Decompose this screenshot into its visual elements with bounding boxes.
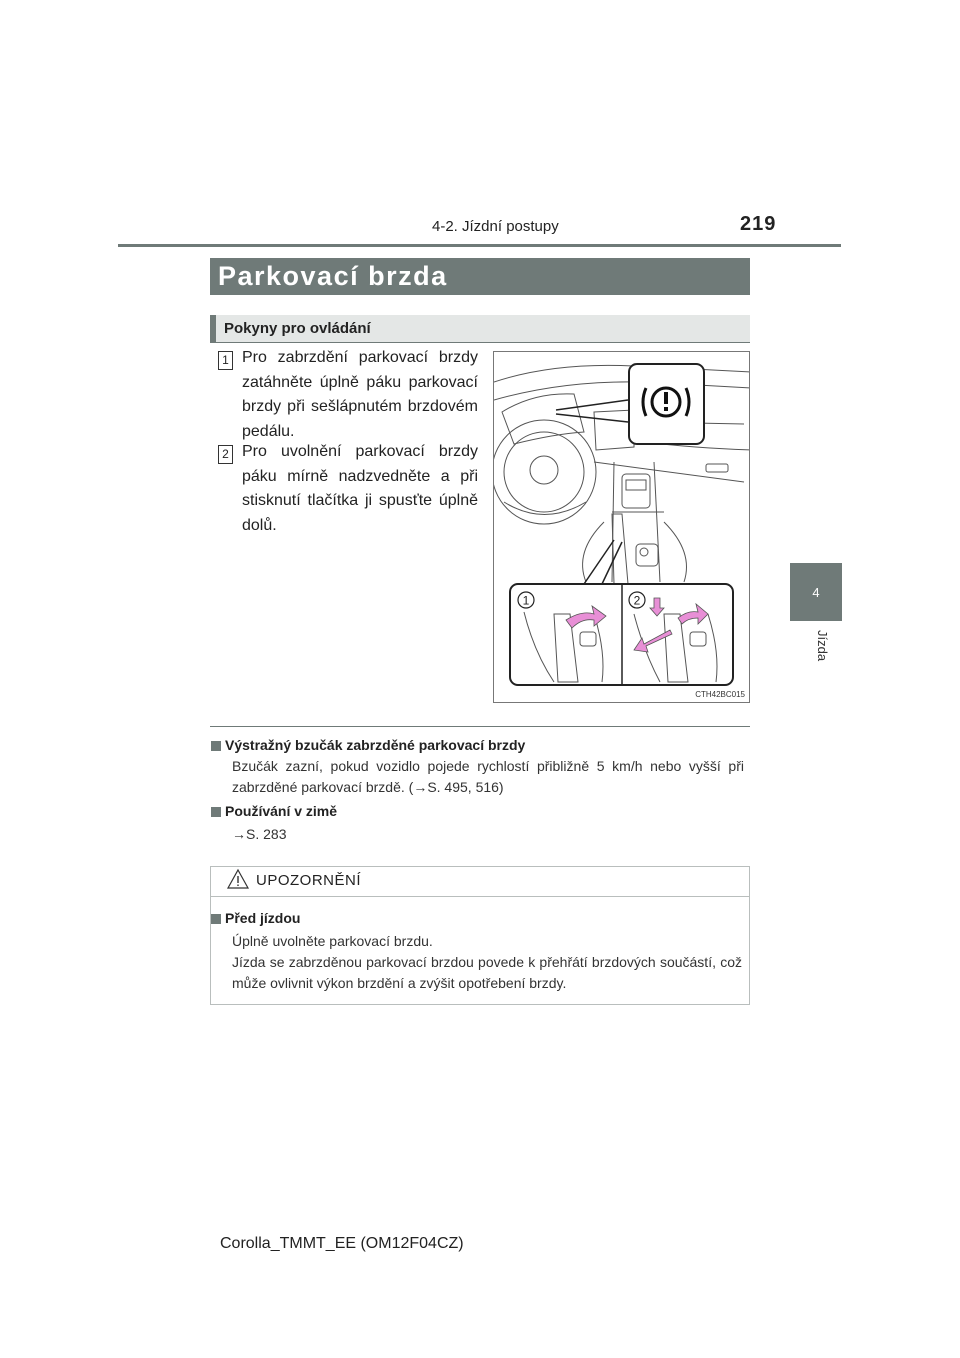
chapter-tab-label: Jízda [815,630,830,662]
subsection-title: Pokyny pro ovládání [224,320,371,337]
note-2-heading-text: Používání v zimě [225,803,338,819]
chapter-tab-number: 4 [812,584,820,600]
step-2-number: 2 [218,445,233,464]
figure-code: CTH42BC015 [695,690,745,699]
step-2-text: Pro uvolnění parkovací brzdy páku mírně nadzvedněte a při stisknutí tlačítka ji spusťte úplně dolů. [242,443,478,534]
notes-divider [210,726,750,727]
dashboard-drawing [494,352,750,703]
inset-1-label: 1 [522,593,530,608]
note-1-text: Bzučák zazní, pokud vozidlo pojede rychlostí přibližně 5 km/h nebo vyšší při zabrzděné parkovací brzdě. (→S. 495, 516) [232,758,744,795]
warning-triangle-icon [226,868,250,890]
header-divider [118,244,841,247]
note-bullet [211,807,221,817]
header-section-label: 4-2. Jízdní postupy [432,218,559,235]
page-number: 219 [740,213,777,235]
note-1-heading-text: Výstražný bzučák zabrzděné parkovací brzdy [225,737,526,753]
note-2-heading [211,803,337,819]
caution-title: UPOZORNĚNÍ [256,872,362,889]
caution-heading [211,910,300,926]
note-2-text: →S. 283 [232,826,287,842]
footer-model-code: Corolla_TMMT_EE (OM12F04CZ) [220,1235,464,1252]
chapter-tab [790,563,842,621]
parking-brake-illustration [493,351,750,703]
note-bullet [211,741,221,751]
section-title: Parkovací brzda [218,261,448,291]
step-1-number: 1 [218,351,233,370]
note-1-heading [211,737,525,753]
caution-heading-text: Před jízdou [225,910,301,926]
caution-line-2: Jízda se zabrzděnou parkovací brzdou povede k přehřátí brzdových součástí, což může ovlivnit výkon brzdění a zvýšit opotřebení brzdy. [232,954,742,991]
inset-2-label: 2 [633,593,641,608]
caution-bullet [211,914,221,924]
subsection-divider [210,342,750,343]
caution-line-1: Úplně uvolněte parkovací brzdu. [232,933,433,949]
caution-header-divider [211,896,749,897]
step-1-text: Pro zabrzdění parkovací brzdy zatáhněte úplně páku parkovací brzdy při sešlápnutém brzdovém pedálu. [242,349,478,440]
